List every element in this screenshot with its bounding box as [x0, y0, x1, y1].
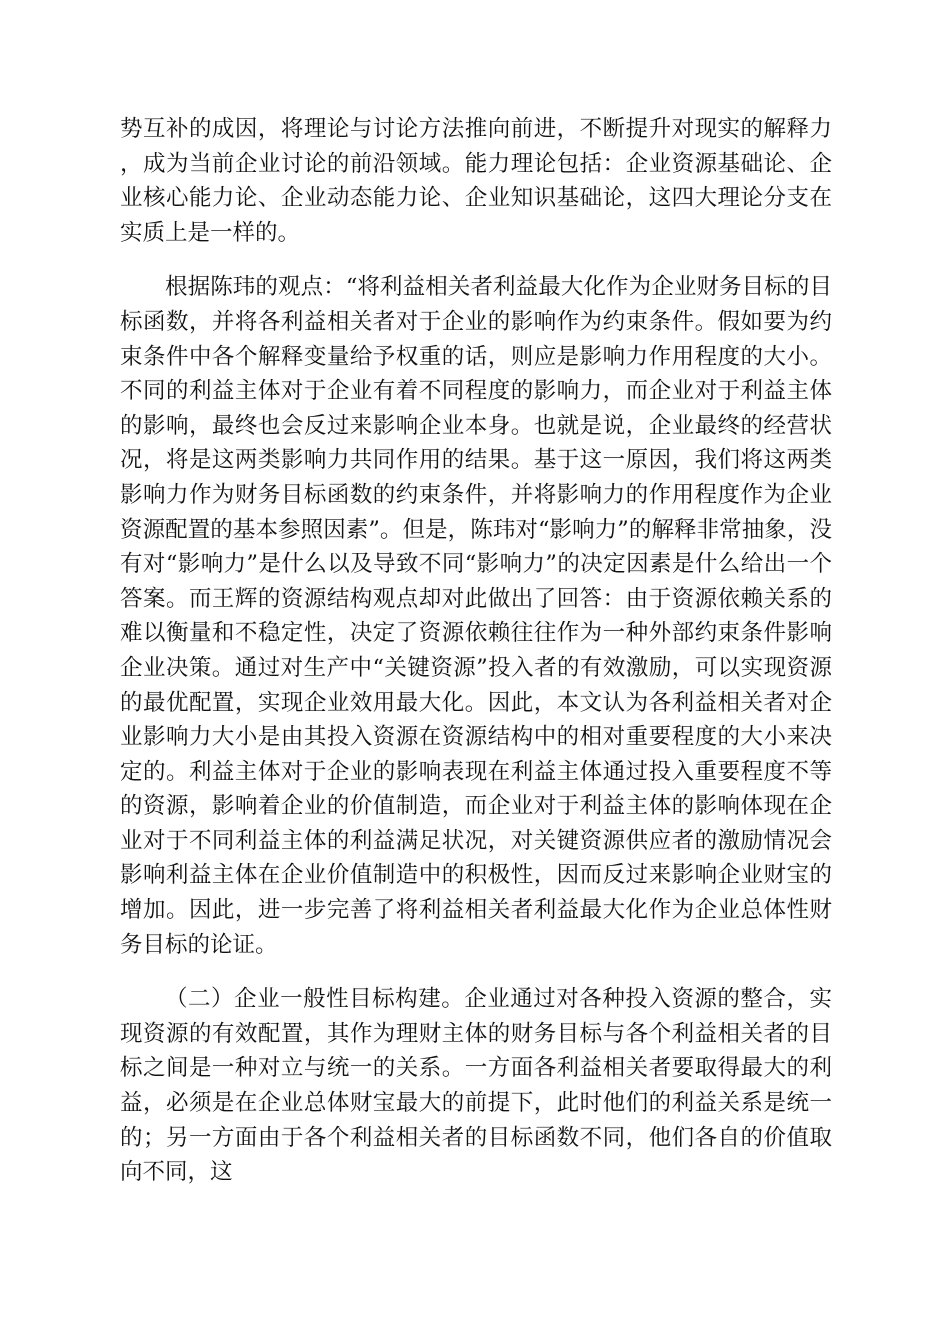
document-body	[120, 112, 832, 1210]
paragraph-general-goal-construction: （二）企业一般性目标构建。企业通过对各种投入资源的整合，实现资源的有效配置，其作为理财主体的财务目标与各个利益相关者的目标之间是一种对立与统一的关系。一方面各利益相关者要取得最大的利益，必须是在企业总体财宝最大的前提下，此时他们的利益关系是统一的；另一方面由于各个利益相关者的目标函数不同，他们各自的价值取向不同，这	[120, 986, 832, 1186]
paragraph-chen-wei-viewpoint: 根据陈玮的观点：“将利益相关者利益最大化作为企业财务目标的目标函数，并将各利益相关者对于企业的影响作为约束条件。假如要为约束条件中各个解释变量给予权重的话，则应是影响力作用程度的大小。不同的利益主体对于企业有着不同程度的影响力，而企业对于利益主体的影响，最终也会反过来影响企业本身。也就是说，企业最终的经营状况，将是这两类影响力共同作用的结果。基于这一原因，我们将这两类影响力作为财务目标函数的约束条件，并将影响力的作用程度作为企业资源配置的基本参照因素”。但是，陈玮对“影响力”的解释非常抽象，没有对“影响力”是什么以及导致不同“影响力”的决定因素是什么给出一个答案。而王辉的资源结构观点却对此做出了回答：由于资源依赖关系的难以衡量和不稳定性，决定了资源依赖往往作为一种外部约束条件影响企业决策。通过对生产中“关键资源”投入者的有效激励，可以实现资源的最优配置，实现企业效用最大化。因此，本文认为各利益相关者对企业影响力大小是由其投入资源在资源结构中的相对重要程度的大小来决定的。利益主体对于企业的影响表现在利益主体通过投入重要程度不等的资源，影响着企业的价值制造，而企业对于利益主体的影响体现在企业对于不同利益主体的利益满足状况，对关键资源供应者的激励情况会影响利益主体在企业价值制造中的积极性，因而反过来影响企业财宝的增加。因此，进一步完善了将利益相关者利益最大化作为企业总体性财务目标的论证。	[120, 274, 832, 958]
paragraph-continuation: 势互补的成因，将理论与讨论方法推向前进，不断提升对现实的解释力，成为当前企业讨论的前沿领域。能力理论包括：企业资源基础论、企业核心能力论、企业动态能力论、企业知识基础论，这四大理论分支在实质上是一样的。	[120, 116, 832, 246]
